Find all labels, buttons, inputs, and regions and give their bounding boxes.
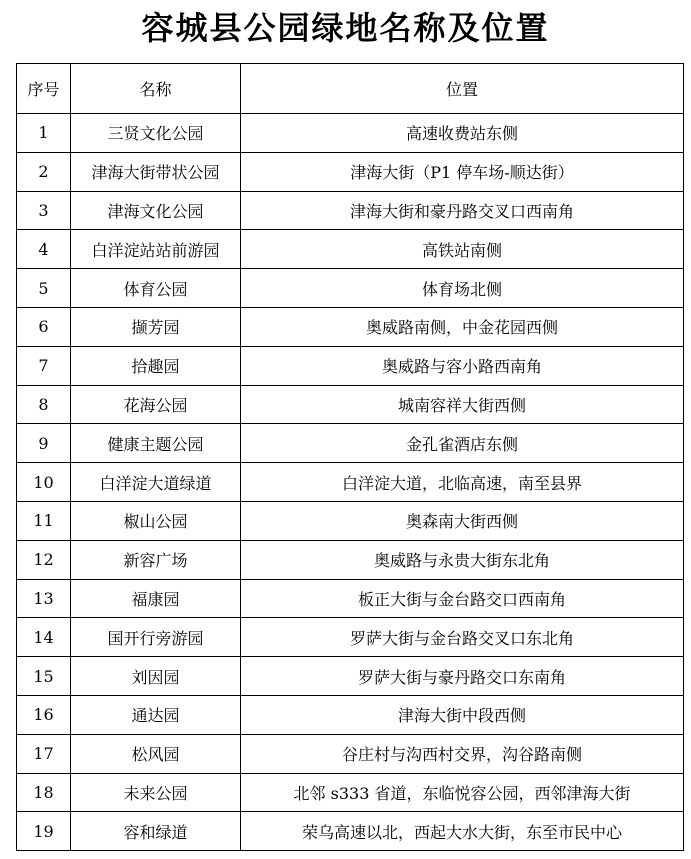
cell-location: 体育场北侧 [241,269,684,308]
cell-no: 7 [17,346,71,385]
table-row [17,385,684,424]
cell-location: 城南容祥大街西侧 [241,385,684,424]
cell-no: 15 [17,657,71,696]
cell-name: 花海公园 [71,385,241,424]
table-row [17,230,684,269]
table-header-row [17,64,684,114]
table-row [17,812,684,851]
cell-no: 6 [17,307,71,346]
cell-no: 5 [17,269,71,308]
cell-location: 津海大街中段西侧 [241,695,684,734]
cell-name: 津海文化公园 [71,191,241,230]
cell-no: 3 [17,191,71,230]
cell-no: 14 [17,618,71,657]
cell-name: 撷芳园 [71,307,241,346]
cell-name: 体育公园 [71,269,241,308]
cell-location: 北邻 s333 省道，东临悦容公园，西邻津海大街 [241,773,684,812]
cell-no: 1 [17,114,71,153]
cell-name: 松风园 [71,734,241,773]
header-no: 序号 [17,64,71,114]
table-row [17,540,684,579]
table-row [17,773,684,812]
table-row [17,346,684,385]
cell-name: 三贤文化公园 [71,114,241,153]
cell-no: 4 [17,230,71,269]
table-row [17,152,684,191]
parks-table [16,63,684,851]
table-row [17,424,684,463]
page-title: 容城县公园绿地名称及位置 [141,9,550,47]
cell-no: 18 [17,773,71,812]
cell-name: 通达园 [71,695,241,734]
cell-no: 19 [17,812,71,851]
cell-name: 白洋淀站站前游园 [71,230,241,269]
cell-no: 10 [17,463,71,502]
cell-location: 奥森南大街西侧 [241,501,684,540]
cell-location: 白洋淀大道，北临高速，南至县界 [241,463,684,502]
cell-location: 奥威路与永贵大街东北角 [241,540,684,579]
table-row [17,579,684,618]
cell-no: 13 [17,579,71,618]
table-row [17,501,684,540]
cell-location: 高铁站南侧 [241,230,684,269]
cell-name: 国开行旁游园 [71,618,241,657]
cell-name: 拾趣园 [71,346,241,385]
cell-name: 刘因园 [71,657,241,696]
cell-location: 罗萨大街与豪丹路交口东南角 [241,657,684,696]
cell-no: 12 [17,540,71,579]
table-row [17,734,684,773]
cell-name: 容和绿道 [71,812,241,851]
cell-name: 椒山公园 [71,501,241,540]
cell-name: 津海大街带状公园 [71,152,241,191]
cell-name: 健康主题公园 [71,424,241,463]
cell-location: 高速收费站东侧 [241,114,684,153]
cell-name: 未来公园 [71,773,241,812]
table-row [17,657,684,696]
table-row [17,114,684,153]
table-row [17,191,684,230]
cell-name: 福康园 [71,579,241,618]
header-location: 位置 [241,64,684,114]
table-row [17,463,684,502]
cell-location: 谷庄村与沟西村交界，沟谷路南侧 [241,734,684,773]
cell-location: 津海大街和豪丹路交叉口西南角 [241,191,684,230]
cell-location: 荣乌高速以北，西起大水大街，东至市民中心 [241,812,684,851]
cell-location: 奥威路与容小路西南角 [241,346,684,385]
cell-name: 白洋淀大道绿道 [71,463,241,502]
cell-no: 11 [17,501,71,540]
table-body [17,114,684,851]
cell-location: 金孔雀酒店东侧 [241,424,684,463]
cell-location: 津海大街（P1 停车场-顺达街） [241,152,684,191]
cell-no: 17 [17,734,71,773]
cell-location: 板正大街与金台路交口西南角 [241,579,684,618]
cell-no: 8 [17,385,71,424]
cell-location: 罗萨大街与金台路交叉口东北角 [241,618,684,657]
cell-location: 奥威路南侧，中金花园西侧 [241,307,684,346]
table-row [17,307,684,346]
cell-no: 2 [17,152,71,191]
cell-no: 9 [17,424,71,463]
cell-no: 16 [17,695,71,734]
header-name: 名称 [71,64,241,114]
cell-name: 新容广场 [71,540,241,579]
table-row [17,269,684,308]
table-row [17,618,684,657]
table-row [17,695,684,734]
